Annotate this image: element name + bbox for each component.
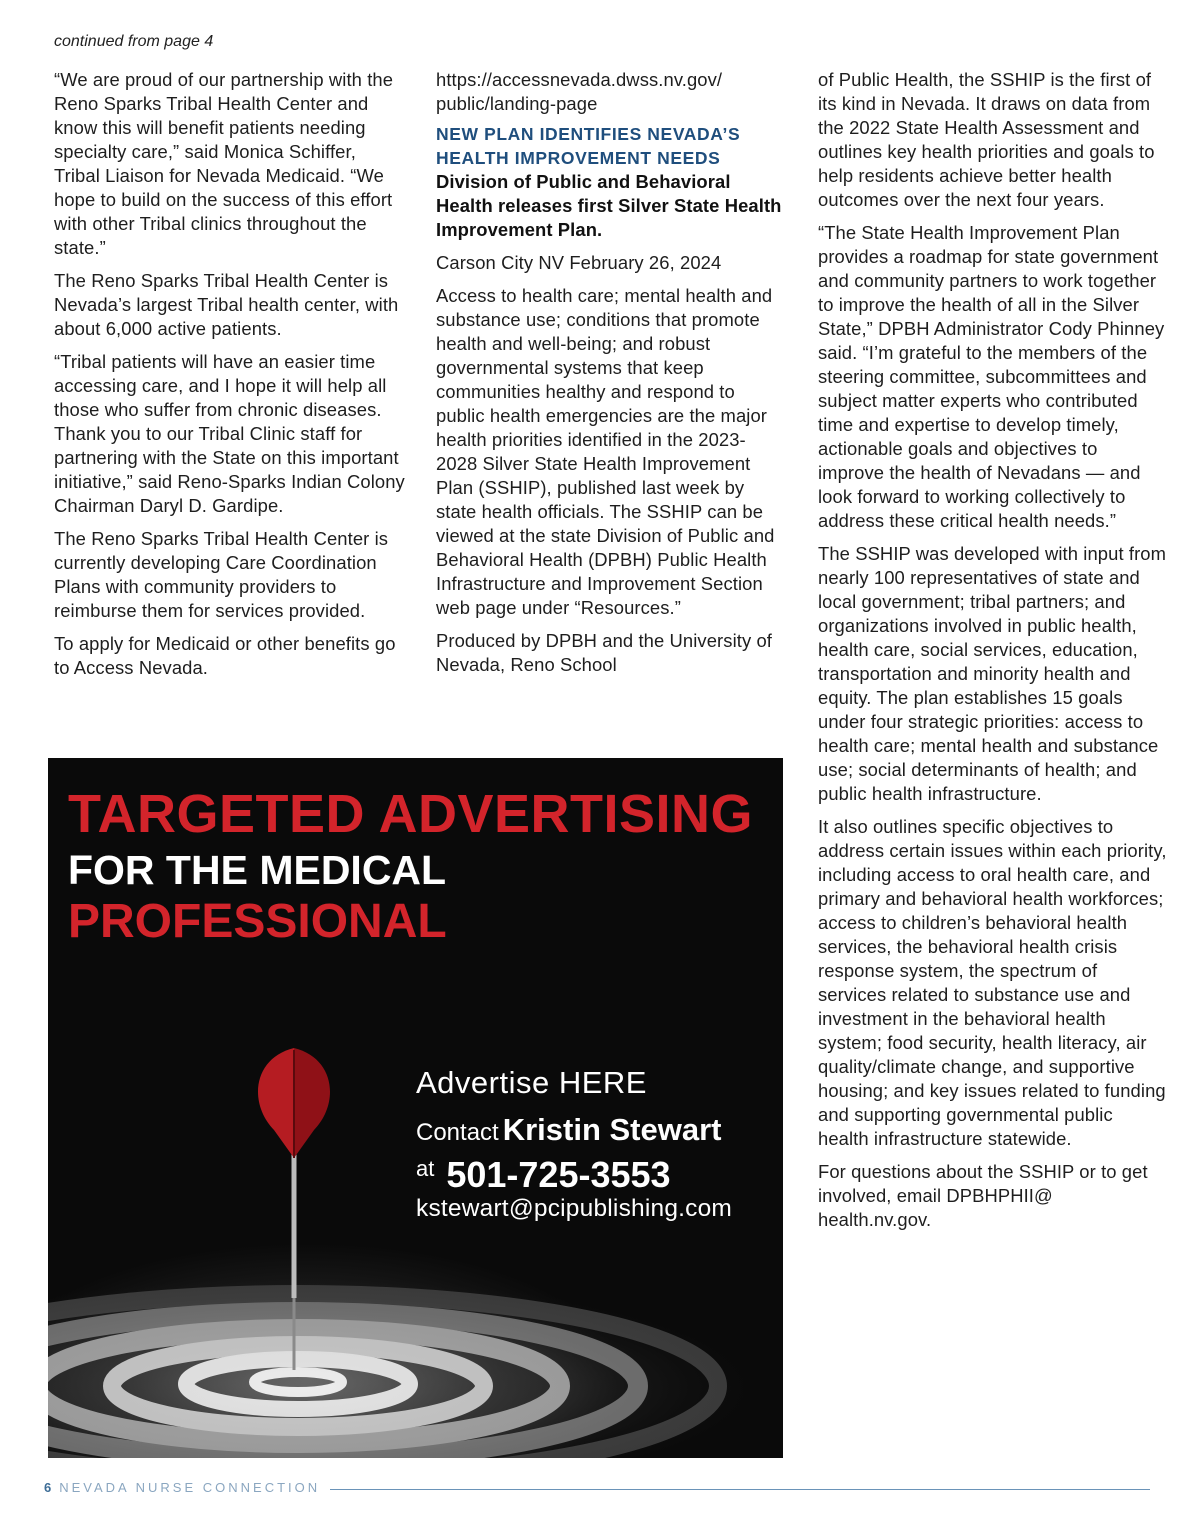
paragraph: The Reno Sparks Tribal Health Center is currently developing Care Coordination Plans with community providers to reimburse them for services provided. [54, 528, 389, 621]
publication-name: NEVADA NURSE CONNECTION [59, 1480, 321, 1495]
ad-contact-row [416, 1110, 722, 1153]
contact-name: Kristin Stewart [502, 1112, 722, 1147]
dateline: Carson City NV February 26, 2024 [436, 252, 722, 273]
page-number: 6 [44, 1480, 52, 1495]
paragraph: It also outlines specific objectives to address certain issues within each priority, including access to oral health care, and primary and behavioral health workforces; access to children’s behavioral health services, the behavioral health crisis response system, the spectrum of services related to substance use and investment in the behavioral health system; food security, health literacy, air quality/climate change, and supportive housing; and key issues related to funding and supporting governmental public health infrastructure statewide. [818, 816, 1167, 1149]
footer-rule [330, 1489, 1150, 1490]
at-label: at [416, 1156, 435, 1181]
article-column-2 [436, 68, 782, 686]
paragraph: Produced by DPBH and the University of Nevada, Reno School [436, 630, 773, 675]
ad-title-line-2: FOR THE MEDICAL [68, 847, 447, 893]
paragraph: Access to health care; mental health and substance use; conditions that promote health and well-being; and robust governmental systems that keep communities healthy and respond to public health emergencies are the major health priorities identified in the 2023-2028 Silver State Health Improvement Plan (SSHIP), published last week by state health officials. The SSHIP can be viewed at the state Division of Public and Behavioral Health (DPBH) Public Health Infrastructure and Improvement Section web page under “Resources.” [436, 285, 775, 618]
page-footer [44, 1480, 320, 1500]
continued-label: continued from page 4 [54, 33, 214, 50]
paragraph: “Tribal patients will have an easier time accessing care, and I hope it will help all those who suffer from chronic diseases. Thank you to our Tribal Clinic staff for partnering with the State on this important initiative,” said Reno-Sparks Indian Colony Chairman Daryl D. Gardipe. [54, 351, 405, 516]
contact-label: Contact [416, 1119, 499, 1146]
paragraph: For questions about the SSHIP or to get involved, email DPBHPHII@ health.nv.gov. [818, 1161, 1148, 1230]
article-column-3 [818, 68, 1168, 1241]
contact-phone[interactable]: 501-725-3553 [446, 1154, 671, 1195]
paragraph: The SSHIP was developed with input from nearly 100 representatives of state and local government; tribal partners; and organizations involved in public health, health care, social services, education, transportation and minority health and equity. The plan establishes 15 goals under four strategic priorities: access to health care; mental health and substance use; social determinants of health; and public health infrastructure. [818, 543, 1167, 804]
paragraph: To apply for Medicaid or other benefits go to Access Nevada. [54, 633, 396, 678]
paragraph: “We are proud of our partnership with the Reno Sparks Tribal Health Center and know this will benefit patients needing specialty care,” said Monica Schiffer, Tribal Liaison for Nevada Medicaid. “We hope to build on the success of this effort with other Tribal clinics throughout the state.” [54, 69, 394, 258]
ad-title-line-3: PROFESSIONAL [68, 895, 447, 948]
ad-advertise-here: Advertise HERE [416, 1065, 647, 1100]
ad-title-line-1: TARGETED ADVERTISING [68, 784, 754, 844]
contact-email-link[interactable]: kstewart@pcipublishing.com [416, 1195, 733, 1222]
paragraph: of Public Health, the SSHIP is the first of its kind in Nevada. It draws on data from the 2022 State Health Assessment and outlines key health priorities and goals to help residents achieve better health outcomes over the next four years. [818, 69, 1155, 210]
article-headline: NEW PLAN IDENTIFIES NEVADA’S HEALTH IMPROVEMENT NEEDS [436, 124, 741, 168]
article-column-1 [54, 68, 406, 689]
access-nevada-link[interactable]: https://accessnevada.dwss.nv.gov/ public/landing-page [436, 69, 723, 114]
advertisement[interactable] [48, 758, 783, 1458]
paragraph: The Reno Sparks Tribal Health Center is Nevada’s largest Tribal health center, with about 6,000 active patients. [54, 270, 399, 339]
paragraph: “The State Health Improvement Plan provides a roadmap for state government and community partners to work together to improve the health of all in the Silver State,” DPBH Administrator Cody Phinney said. “I’m grateful to the members of the steering committee, subcommittees and subject matter experts who contributed time and expertise to develop timely, actionable goals and objectives to improve the health of Nevadans — and look forward to working collectively to address these critical health needs.” [818, 222, 1165, 531]
article-subhead: Division of Public and Behavioral Health releases first Silver State Health Improvement Plan. [436, 171, 782, 240]
